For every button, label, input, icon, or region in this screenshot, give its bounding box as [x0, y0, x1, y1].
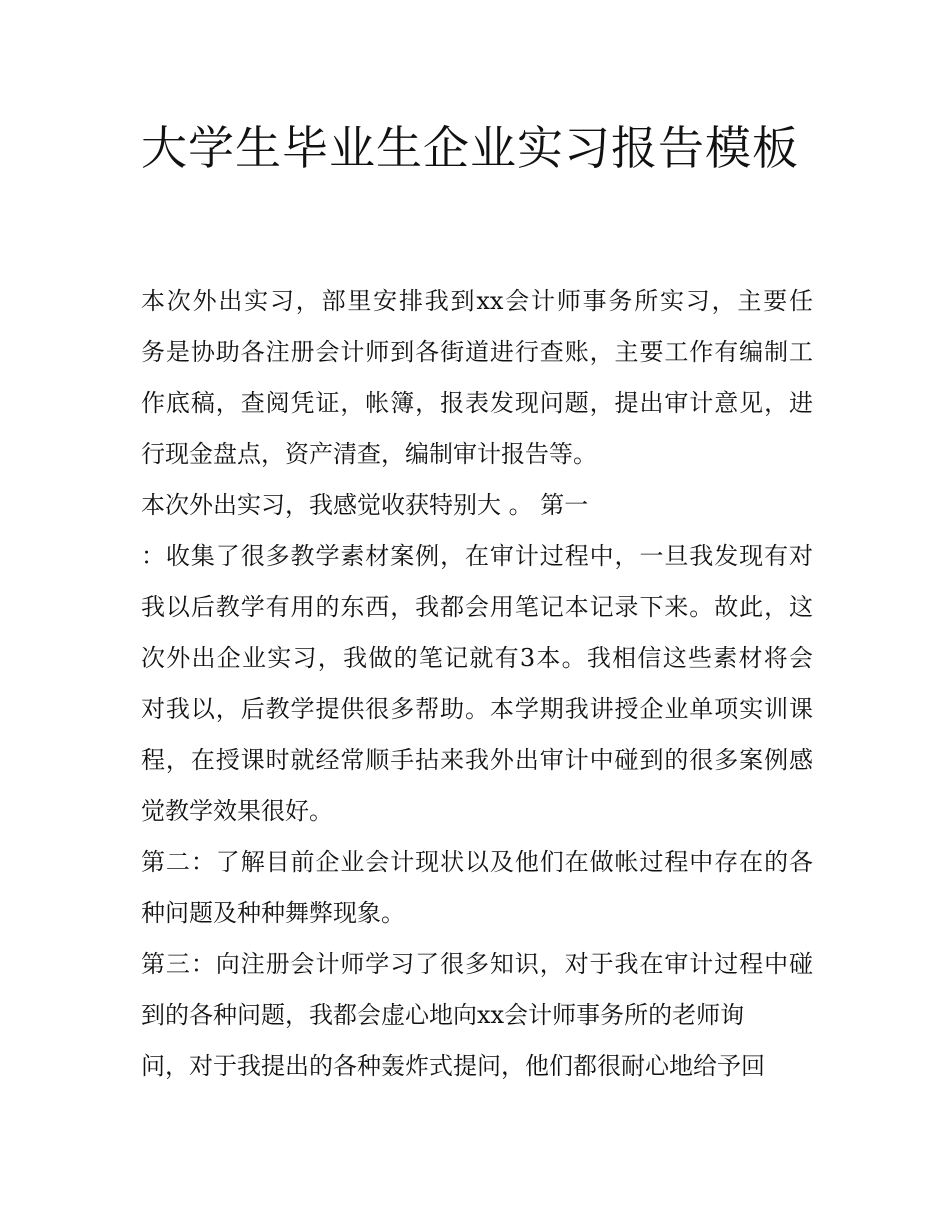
body-line: 到的各种问题，我都会虚心地向xx会计师事务所的老师询 [141, 1001, 745, 1029]
document-body [141, 276, 813, 1092]
document-title: 大学生毕业生企业实习报告模板 [141, 121, 799, 175]
body-line: 本次外出实习，我感觉收获特别大 。 第一 [141, 491, 589, 519]
body-line: 作底稿，查阅凭证，帐簿，报表发现问题，提出审计意见，进 [141, 389, 813, 417]
body-line: 对我以，后教学提供很多帮助。本学期我讲授企业单项实训课 [141, 695, 813, 723]
body-line: 本次外出实习，部里安排我到xx会计师事务所实习，主要任 [141, 287, 813, 315]
body-line: 种问题及种种舞弊现象。 [141, 899, 405, 927]
body-line: 觉教学效果很好。 [141, 797, 333, 825]
body-line: 行现金盘点，资产清查，编制审计报告等。 [141, 440, 597, 468]
body-line: 程，在授课时就经常顺手拈来我外出审计中碰到的很多案例感 [141, 746, 813, 774]
body-line: 第二：了解目前企业会计现状以及他们在做帐过程中存在的各 [141, 848, 813, 876]
body-line: 务是协助各注册会计师到各街道进行查账，主要工作有编制工 [141, 338, 813, 366]
body-line: ：收集了很多教学素材案例，在审计过程中，一旦我发现有对 [141, 542, 813, 570]
body-line: 第三：向注册会计师学习了很多知识，对于我在审计过程中碰 [141, 950, 813, 978]
body-line: 次外出企业实习，我做的笔记就有3本。我相信这些素材将会 [141, 644, 813, 672]
body-line: 问，对于我提出的各种轰炸式提问，他们都很耐心地给予回 [141, 1052, 765, 1080]
body-line: 我以后教学有用的东西，我都会用笔记本记录下来。故此，这 [141, 593, 813, 621]
